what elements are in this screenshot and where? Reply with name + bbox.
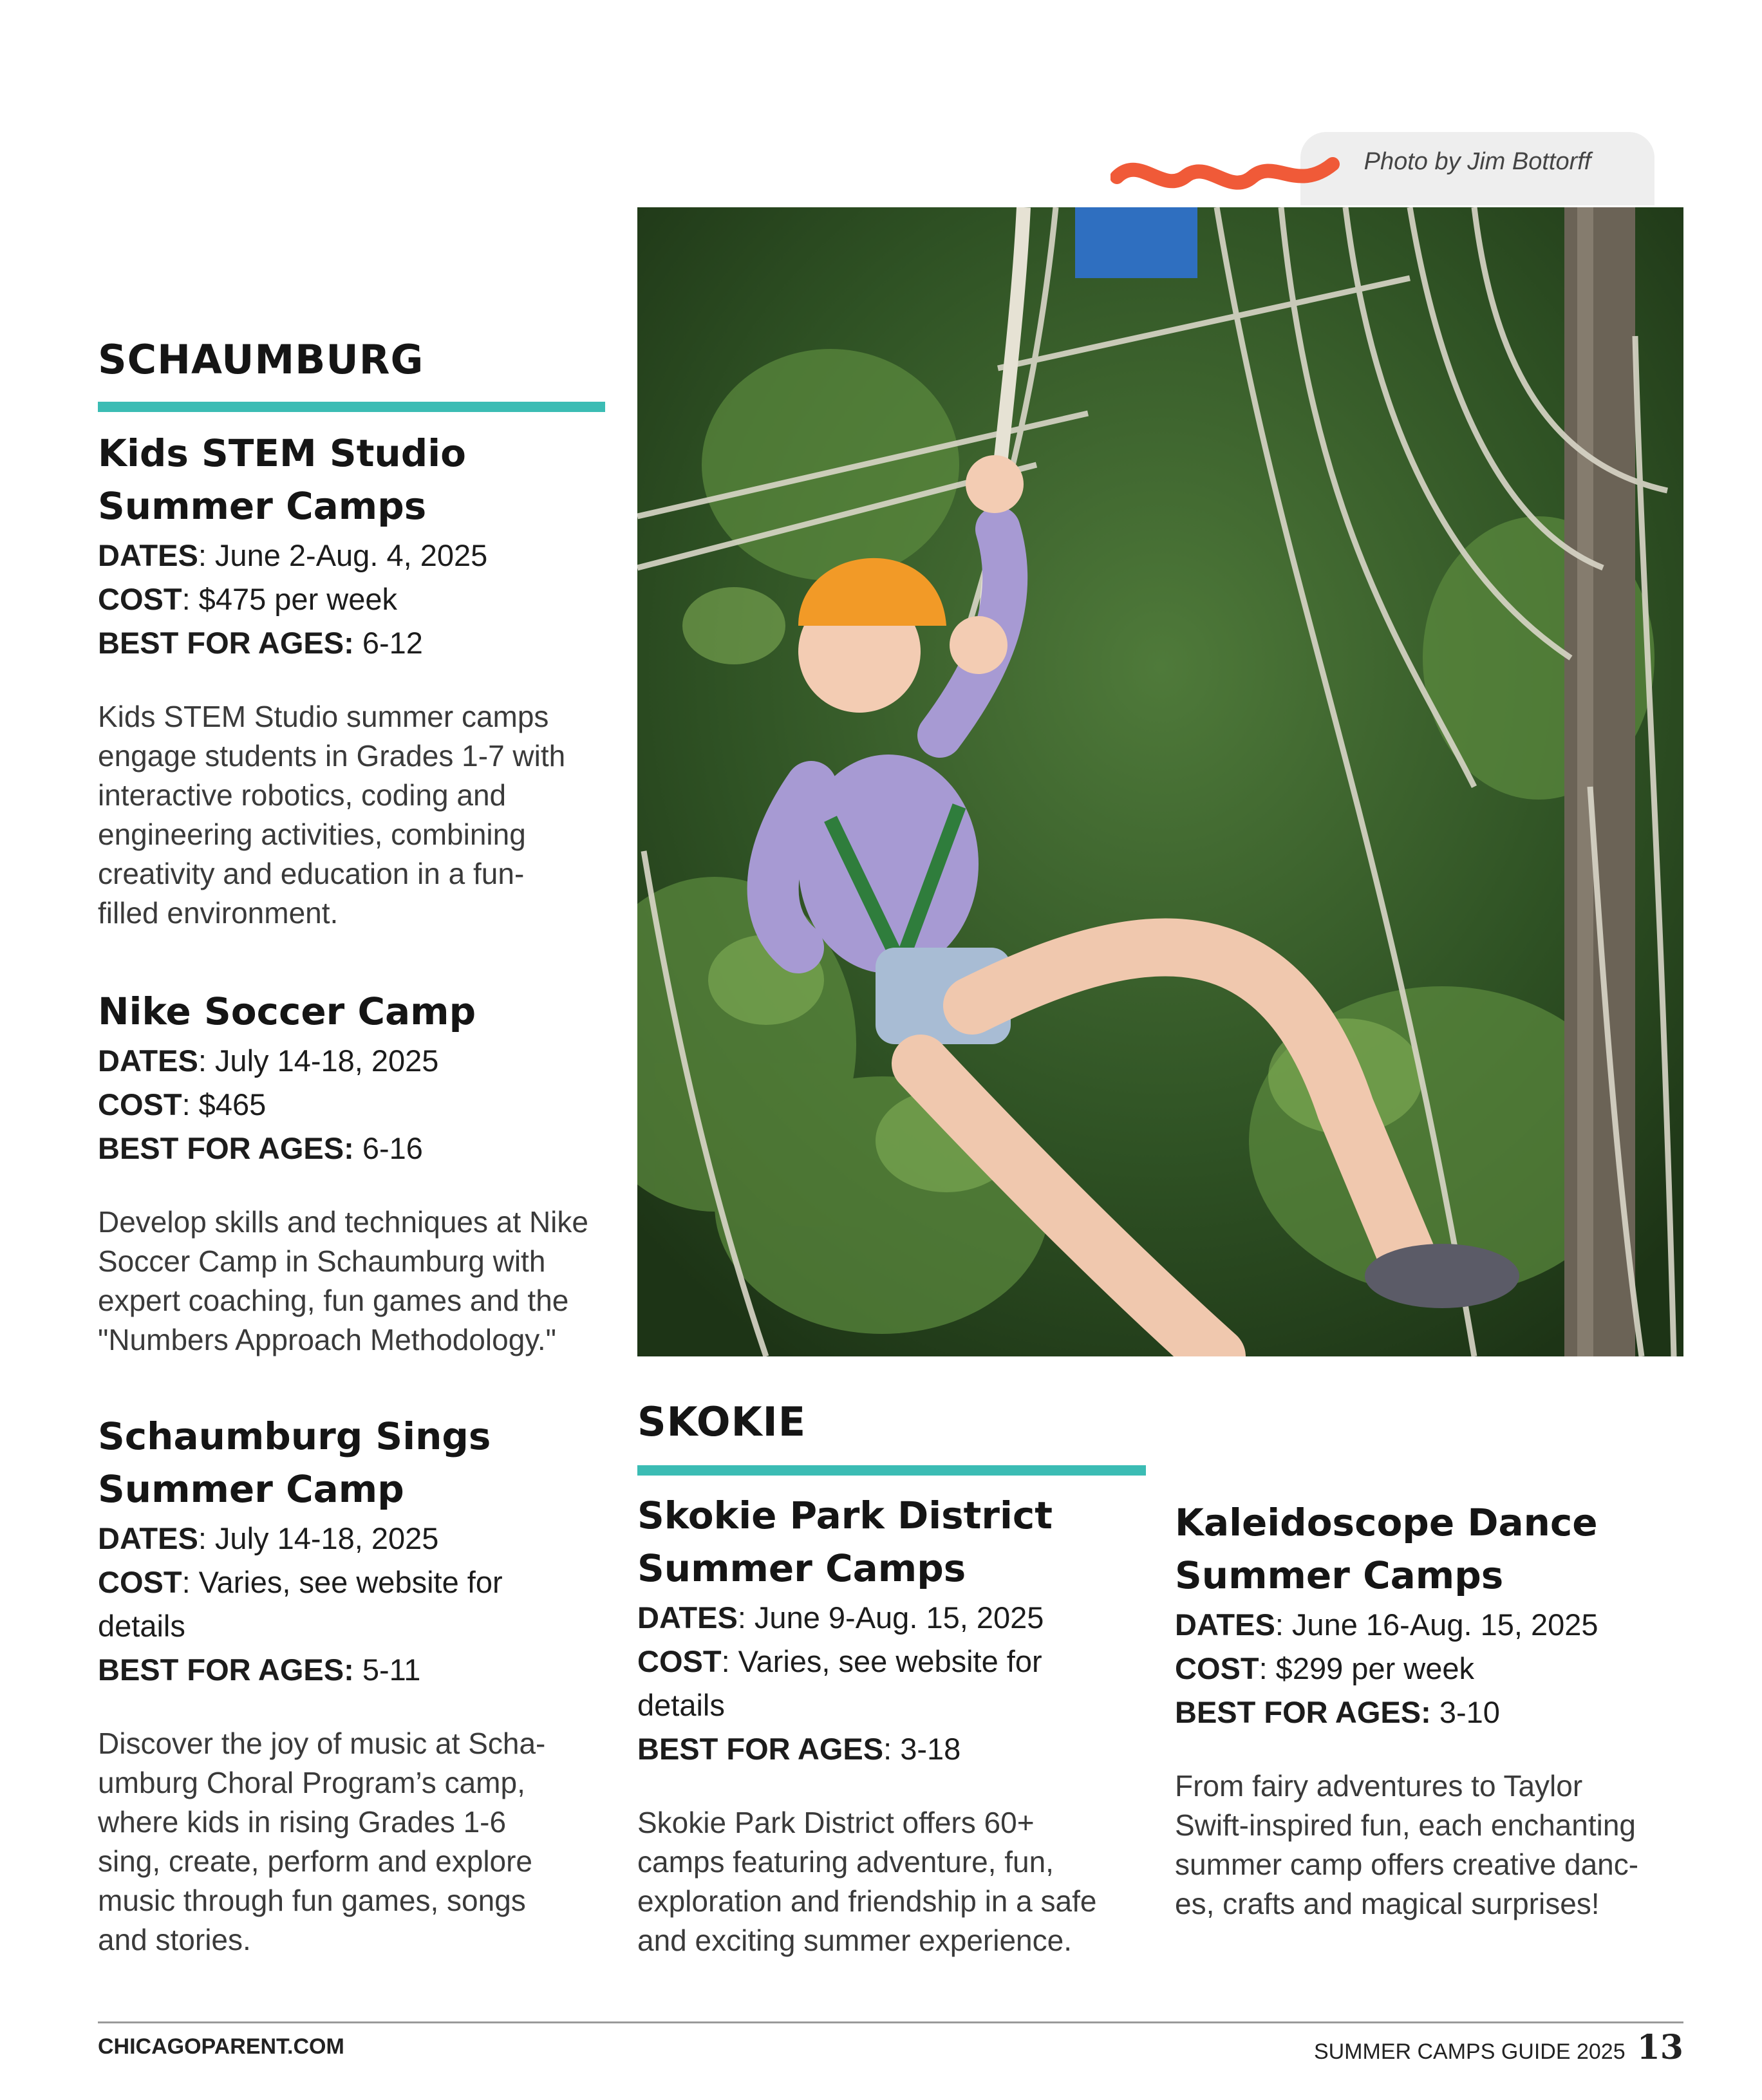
- camp-title: Nike Soccer Camp: [98, 989, 476, 1033]
- camp-info: DATES: June 2-Aug. 4, 2025 COST: $475 per week BEST FOR AGES: 6-12: [98, 538, 488, 660]
- camp-info: DATES: July 14-18, 2025 COST: $465 BEST FOR AGES: 6-16: [98, 1044, 439, 1165]
- camp-title: Kids STEM Studio Summer Camps: [98, 431, 466, 528]
- camp-description: Develop skills and techniques at Nike Soccer Camp in Schaumburg with expert coaching, fun games and the "Numbers Approach Methodology.": [98, 1205, 588, 1356]
- camp-description: Discover the joy of music at Scha- umburg Choral Program’s camp, where kids in rising Grades 1-6 sing, create, perform and explore music through fun games, songs and stories.: [98, 1727, 546, 1956]
- camp-description: From fairy adventures to Taylor Swift-inspired fun, each enchanting summer camp offers creative danc- es, crafts and magical surprises!: [1175, 1769, 1639, 1920]
- camp-info: DATES: June 9-Aug. 15, 2025 COST: Varies, see website for details BEST FOR AGES: 3-18: [637, 1600, 1044, 1766]
- camp-kids-stem: [98, 427, 606, 933]
- footer-guide-title: SUMMER CAMPS GUIDE 2025: [1313, 2039, 1626, 2064]
- section-rule: [637, 1465, 1146, 1476]
- camp-description: Skokie Park District offers 60+ camps featuring adventure, fun, exploration and friendship in a safe and exciting summer experience.: [637, 1806, 1097, 1957]
- camp-title: Skokie Park District Summer Camps: [637, 1494, 1053, 1590]
- camp-info: DATES: June 16-Aug. 15, 2025 COST: $299 per week BEST FOR AGES: 3-10: [1175, 1608, 1598, 1729]
- camp-description: Kids STEM Studio summer camps engage students in Grades 1-7 with interactive robotics, coding and engineering activities, combining creativity and education in a fun- filled environment.: [98, 700, 566, 930]
- camp-info: DATES: July 14-18, 2025 COST: Varies, see website for details BEST FOR AGES: 5-11: [98, 1521, 503, 1687]
- footer-rule: [98, 2021, 1683, 2023]
- ropes-course-photo: [637, 207, 1683, 1356]
- section-title-skokie: SKOKIE: [637, 1398, 807, 1445]
- section-title-schaumburg: SCHAUMBURG: [98, 336, 424, 383]
- camp-schaumburg-sings: [98, 1410, 606, 1960]
- camp-skokie-park-district: [637, 1489, 1146, 1960]
- footer-site-link[interactable]: CHICAGOPARENT.COM: [98, 2034, 344, 2059]
- camp-title: Kaleidoscope Dance Summer Camps: [1175, 1501, 1598, 1597]
- footer-right: [1314, 2028, 1683, 2067]
- section-rule: [98, 402, 605, 412]
- photo-credit: Photo by Jim Bottorff: [1364, 148, 1591, 175]
- page-number: 13: [1636, 2028, 1683, 2067]
- camp-title: Schaumburg Sings Summer Camp: [98, 1414, 491, 1511]
- camp-kaleidoscope-dance: [1175, 1496, 1683, 1924]
- camp-nike-soccer: [98, 985, 606, 1360]
